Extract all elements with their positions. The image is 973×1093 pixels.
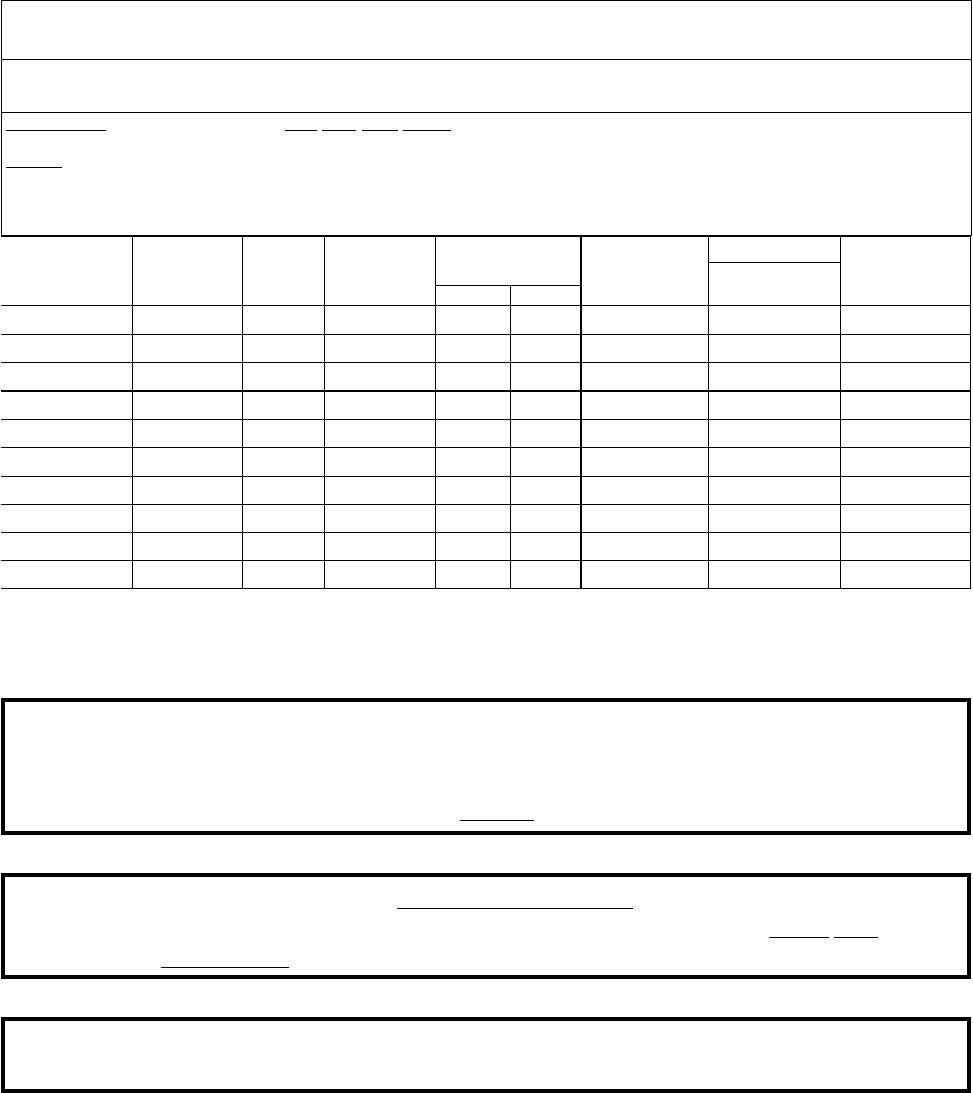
blank-field-2[interactable] [285,130,317,131]
table-col-line [840,236,841,589]
notice-2-blank-3[interactable] [834,937,878,938]
table-top-border [1,236,971,237]
table-col-line [580,236,582,589]
form-title-box [1,0,972,60]
blank-field-5[interactable] [403,130,451,131]
table-row-line [1,476,971,477]
table-col-line [132,236,133,589]
notice-2-blank-2[interactable] [769,937,829,938]
table-col-line [708,236,709,589]
table-col-line [242,236,243,589]
form-subtitle-box [1,60,972,113]
blank-field-3[interactable] [322,130,356,131]
notice-1-blank[interactable] [460,820,534,821]
table-row-line [1,362,971,363]
table-row-line [1,560,971,561]
header-subline-group1 [435,285,580,286]
subtitle-divider [1,112,972,113]
blank-field-6[interactable] [6,167,62,168]
notice-box-3 [1,1017,971,1093]
table-row-line [1,419,971,420]
table-col-line [510,285,511,589]
table-bottom-border [1,588,971,589]
table-row-line [1,504,971,505]
table-row-line [1,334,971,335]
table-right-border [970,236,971,589]
blank-field-1[interactable] [6,130,106,131]
table-row-line [1,305,971,306]
header-subline-group2 [708,262,840,263]
table-col-line [435,236,436,589]
notice-box-2 [1,873,971,979]
blank-field-4[interactable] [362,130,398,131]
table-col-line [324,236,325,589]
table-row-line [1,532,971,533]
table-row-line [1,390,971,392]
notice-box-1 [1,698,971,835]
table-row-line [1,447,971,448]
notice-2-blank-4[interactable] [161,967,289,968]
notice-2-blank-1[interactable] [397,908,633,909]
